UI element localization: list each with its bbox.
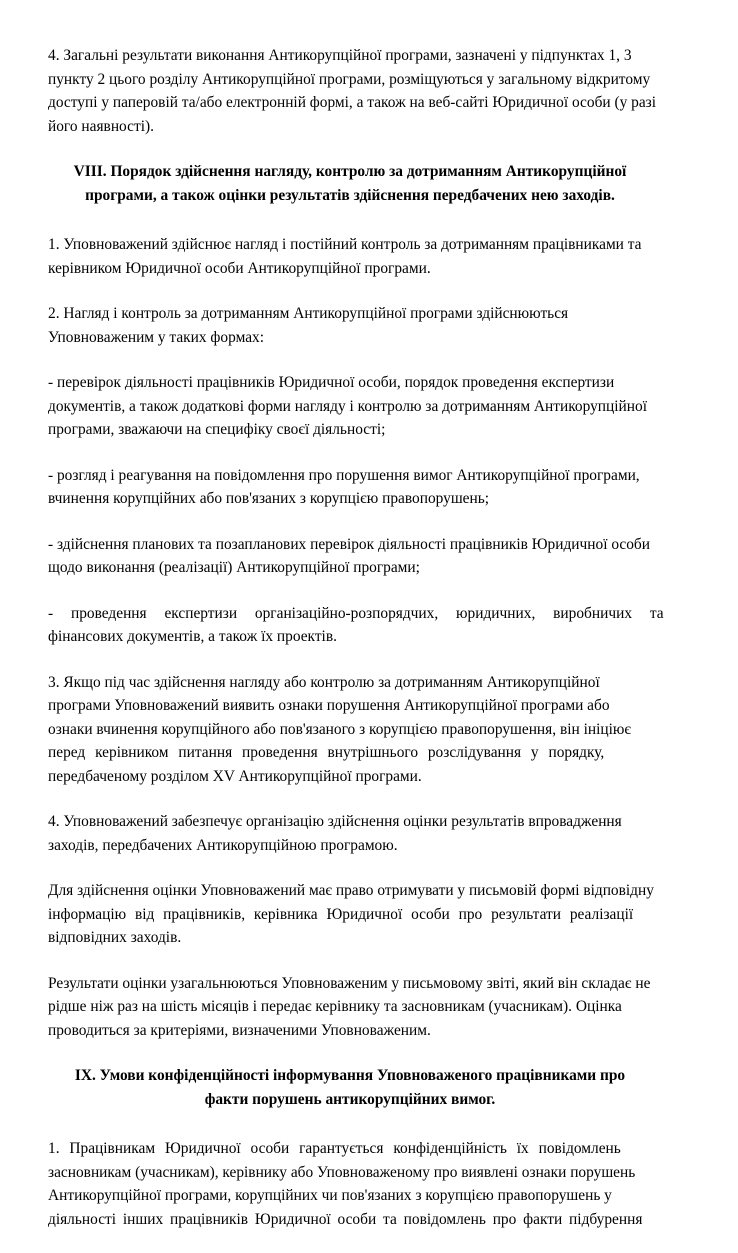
section-heading-viii (0, 160, 700, 207)
text-line: програми, зважаючи на специфіку своєї діяльності; (48, 421, 386, 438)
bullet-reports-review (48, 464, 738, 511)
bullet-inspections (48, 371, 738, 442)
text-line: передбаченому розділом XV Антикорупційної програми. (48, 767, 422, 785)
text-line: доступі у паперовій та/або електронній формі, а також на веб-сайті Юридичної особи (у разі (48, 94, 657, 111)
heading-line: програми, а також оцінки результатів здійснення передбачених нею заходів. (85, 186, 615, 204)
document-body (48, 44, 738, 1253)
text-line: засновникам (учасникам), керівнику або Уповноваженому про виявлені ознаки порушень (48, 1163, 636, 1181)
heading-line: VIII. Порядок здійснення нагляду, контролю за дотриманням Антикорупційної (73, 163, 627, 180)
paragraph-section8-item1 (48, 233, 738, 280)
text-line: - перевірок діяльності працівників Юридичної особи, порядок проведення експертизи (48, 374, 615, 391)
text-line: - розгляд і реагування на повідомлення про порушення вимог Антикорупційної програми, (48, 466, 640, 484)
text-line: заходів, передбачених Антикорупційною програмою. (48, 836, 398, 854)
text-line: Антикорупційної програми, корупційних чи пов'язаних з корупцією правопорушень у (48, 1187, 612, 1204)
text-line: керівником Юридичної особи Антикорупційної програми. (48, 259, 431, 277)
paragraph-section7-item4 (48, 44, 738, 138)
paragraph-section8-item2 (48, 302, 738, 349)
text-line: - здійснення планових та позапланових перевірок діяльності працівників Юридичної особи (48, 535, 651, 553)
text-line: інформацію від працівників, керівника Юридичної особи про результати реалізації (48, 905, 634, 923)
text-line: 3. Якщо під час здійснення нагляду або контролю за дотриманням Антикорупційної (48, 673, 600, 691)
bullet-planned-checks (48, 533, 738, 580)
text-line: документів, а також додаткові форми нагляду і контролю за дотриманням Антикорупційної (48, 397, 647, 415)
paragraph-section9-item1 (48, 1137, 738, 1231)
text-line: 1. Уповноважений здійснює нагляд і постійний контроль за дотриманням працівниками та (48, 236, 642, 253)
section-heading-ix (0, 1064, 700, 1111)
text-line: пункту 2 цього розділу Антикорупційної програми, розміщуються у загальному відкритому (48, 70, 651, 88)
text-line: Для здійснення оцінки Уповноважений має право отримувати у письмовій формі відповідну (48, 882, 654, 899)
text-line: програми Уповноважений виявить ознаки порушення Антикорупційної програми або (48, 697, 610, 714)
text-line: відповідних заходів. (48, 929, 182, 946)
text-line: його наявності). (48, 117, 154, 135)
text-line: Уповноваженим у таких формах: (48, 328, 265, 346)
text-line: вчинення корупційних або пов'язаних з корупцією правопорушень; (48, 490, 490, 507)
text-line: проводиться за критеріями, визначеними Уповноваженим. (48, 1021, 431, 1039)
paragraph-section8-item3 (48, 671, 738, 789)
text-line: 4. Загальні результати виконання Антикорупційної програми, зазначені у підпунктах 1, 3 (48, 47, 632, 64)
text-line: щодо виконання (реалізації) Антикорупційної програми; (48, 559, 420, 576)
text-line: діяльності інших працівників Юридичної особи та повідомлень про факти підбурення (48, 1210, 643, 1228)
text-line: 4. Уповноважений забезпечує організацію здійснення оцінки результатів впровадження (48, 813, 622, 830)
text-line: фінансових документів, а також їх проектів. (48, 628, 337, 645)
text-line: ознаки вчинення корупційного або пов'язаного з корупцією правопорушення, він ініціює (48, 720, 631, 738)
paragraph-assessment-info (48, 879, 738, 950)
text-line: 1. Працівникам Юридичної особи гарантується конфіденційність їх повідомлень (48, 1140, 621, 1157)
paragraph-section8-item4 (48, 810, 738, 857)
bullet-document-expertise (48, 602, 738, 649)
heading-line: IX. Умови конфіденційності інформування Уповноваженого працівниками про (74, 1067, 626, 1084)
text-line: рідше ніж раз на шість місяців і передає керівнику та засновникам (учасникам). Оцінка (48, 998, 622, 1015)
text-line: 2. Нагляд і контроль за дотриманням Антикорупційної програми здійснюються (48, 305, 569, 322)
text-line: Результати оцінки узагальнюються Уповноваженим у письмовому звіті, який він складає не (48, 974, 651, 992)
paragraph-assessment-report (48, 972, 738, 1043)
heading-line: факти порушень антикорупційних вимог. (204, 1090, 496, 1108)
text-line: - проведення експертизи організаційно-розпорядчих, юридичних, виробничих та (48, 604, 664, 622)
text-line: перед керівником питання проведення внутрішнього розслідування у порядку, (48, 744, 605, 761)
